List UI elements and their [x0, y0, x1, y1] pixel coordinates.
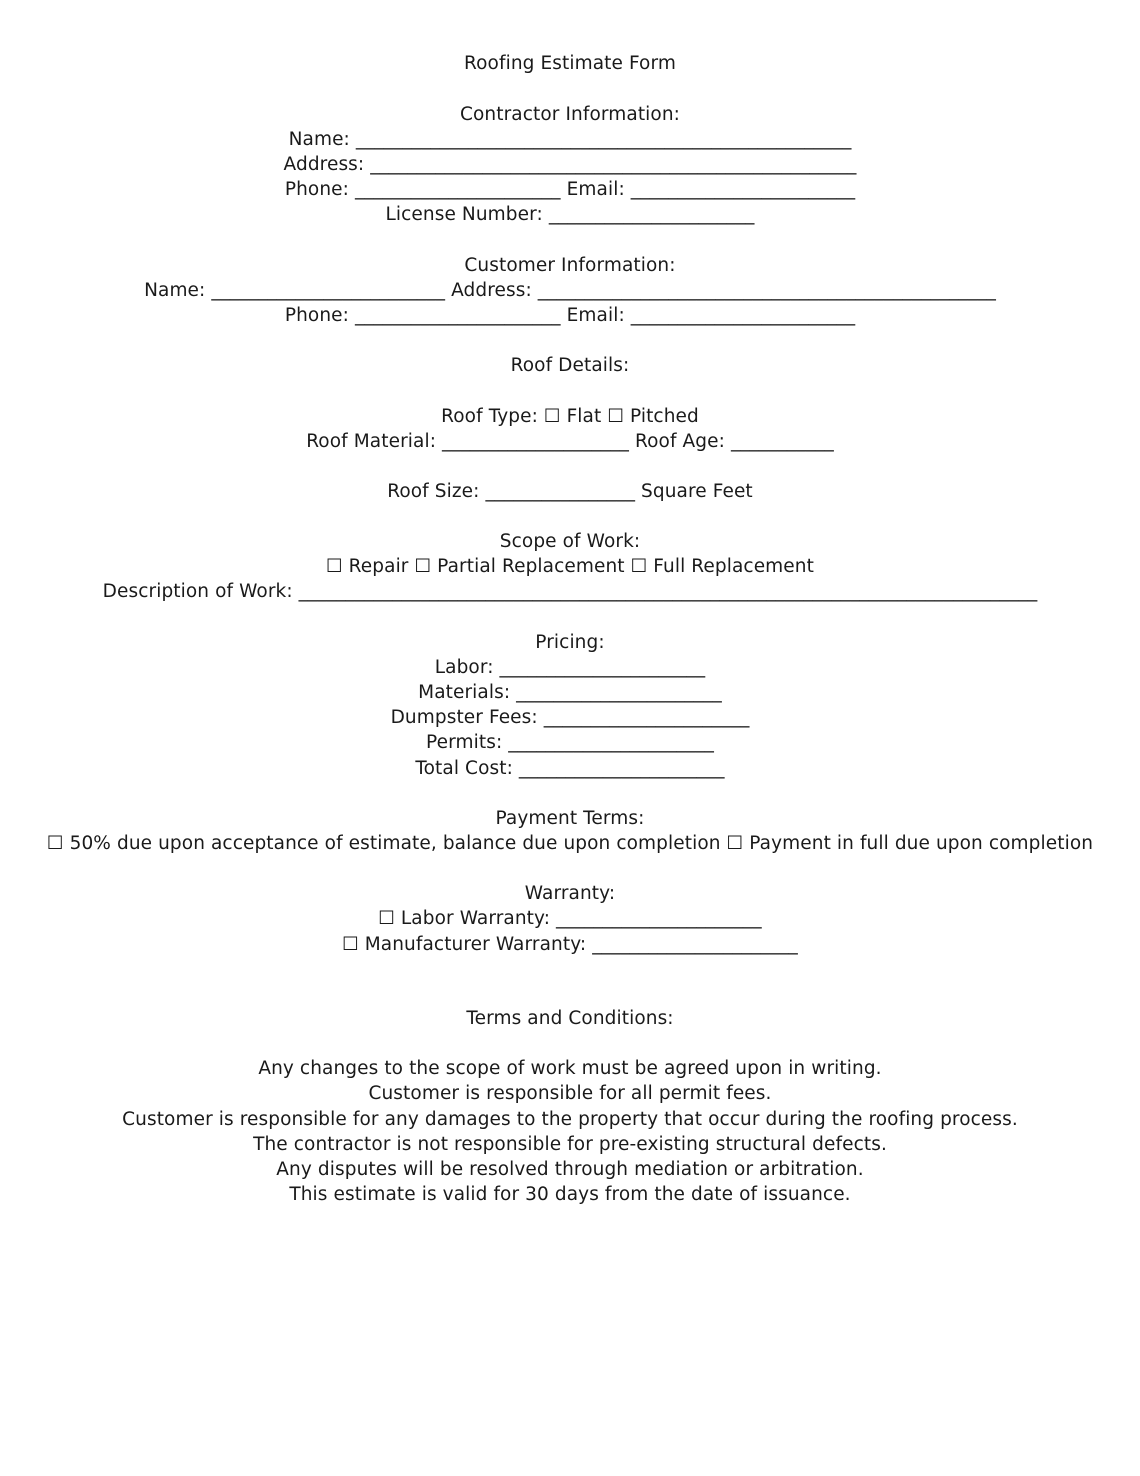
labor-warranty-field: ☐ Labor Warranty: ______________________: [378, 908, 762, 929]
payment-terms-heading: Payment Terms:: [495, 808, 645, 829]
customer-section-heading: Customer Information:: [464, 255, 676, 276]
roof-type-field: Roof Type: ☐ Flat ☐ Pitched: [441, 406, 699, 427]
license-number-field: License Number: ______________________: [385, 204, 755, 225]
permits-field: Permits: ______________________: [426, 732, 714, 753]
roof-size-field: Roof Size: ________________ Square Feet: [387, 481, 753, 502]
customer-name-address-field: Name: _________________________ Address: _________________________________________________: [144, 280, 996, 301]
contractor-address-field: Address: ____________________________________________________: [283, 154, 857, 175]
scope-of-work-heading: Scope of Work:: [499, 531, 641, 552]
roof-material-age-field: Roof Material: ____________________ Roof Age: ___________: [306, 431, 834, 452]
description-of-work-field: Description of Work: _______________________________________________________________________________: [102, 581, 1038, 602]
term-validity: This estimate is valid for 30 days from the date of issuance.: [289, 1184, 851, 1205]
labor-field: Labor: ______________________: [434, 657, 706, 678]
term-property-damages: Customer is responsible for any damages to the property that occur during the roofing process.: [122, 1109, 1018, 1130]
roof-details-heading: Roof Details:: [510, 355, 630, 376]
materials-field: Materials: ______________________: [418, 682, 722, 703]
term-disputes: Any disputes will be resolved through mediation or arbitration.: [276, 1159, 864, 1180]
manufacturer-warranty-field: ☐ Manufacturer Warranty: ______________________: [342, 934, 798, 955]
warranty-heading: Warranty:: [524, 883, 616, 904]
total-cost-field: Total Cost: ______________________: [415, 758, 725, 779]
payment-terms-options: ☐ 50% due upon acceptance of estimate, balance due upon completion ☐ Payment in full due upon completion: [46, 833, 1094, 854]
terms-heading: Terms and Conditions:: [466, 1008, 674, 1029]
term-structural-defects: The contractor is not responsible for pre-existing structural defects.: [253, 1134, 887, 1155]
pricing-heading: Pricing:: [535, 632, 605, 653]
term-permit-fees: Customer is responsible for all permit fees.: [368, 1083, 772, 1104]
form-title: Roofing Estimate Form: [464, 53, 676, 74]
scope-options: ☐ Repair ☐ Partial Replacement ☐ Full Replacement: [326, 556, 814, 577]
contractor-section-heading: Contractor Information:: [459, 104, 680, 125]
contractor-phone-email-field: Phone: ______________________ Email: ________________________: [284, 179, 856, 200]
customer-phone-email-field: Phone: ______________________ Email: ________________________: [284, 305, 856, 326]
term-scope-changes: Any changes to the scope of work must be agreed upon in writing.: [258, 1058, 882, 1079]
contractor-name-field: Name: _____________________________________________________: [288, 129, 852, 150]
dumpster-fees-field: Dumpster Fees: ______________________: [390, 707, 750, 728]
